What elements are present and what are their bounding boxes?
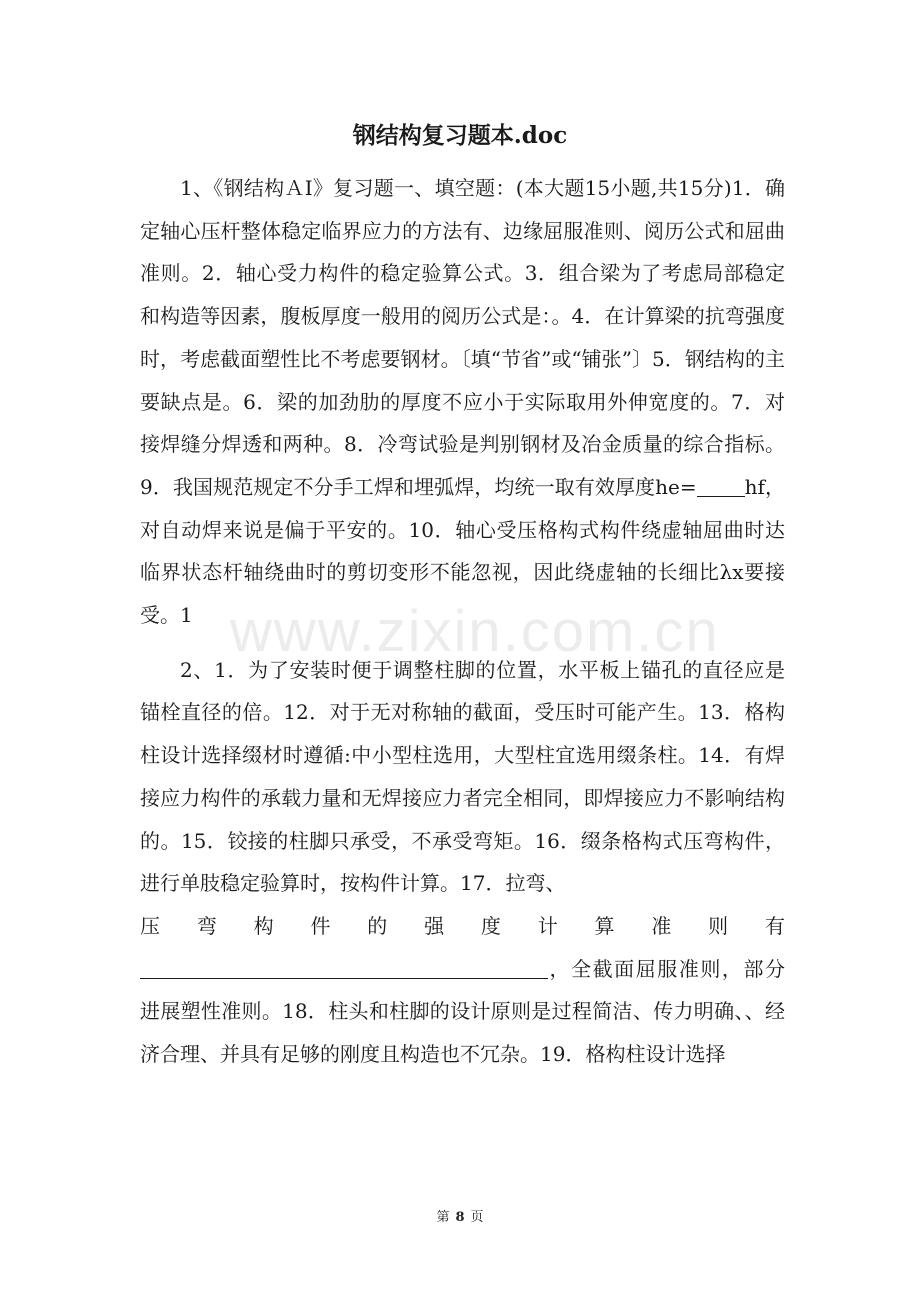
- page-number: 8: [455, 1210, 465, 1225]
- document-title: 钢结构复习题本.doc: [352, 122, 568, 149]
- paragraph-2-text-b: ，全截面屈服准则，部分进展塑性准则。18．柱头和柱脚的设计原则是过程简洁、传力明确、、经济合理、并具有足够的刚度且构造也不冗杂。19．格构柱设计选择: [140, 956, 785, 1067]
- paragraph-2-spread-line: 压弯构件的强度计算准则有: [140, 913, 785, 938]
- paragraph-2: [140, 649, 785, 1076]
- paragraph-1: [140, 167, 785, 637]
- paragraph-1-text-a: 1、《钢结构ＡⅠ》复习题一、填空题：(本大题15小题,共15分)1．确定轴心压杆整体稳定临界应力的方法有、边缘屈服准则、阅历公式和屈曲准则。2．轴心受力构件的稳定验算公式。3．组合梁为了考虑局部稳定和构造等因素，腹板厚度一般用的阅历公式是：。4．在计算梁的抗弯强度时，考虑截面塑性比不考虑要钢材。〔填“节省”或“铺张”〕5．钢结构的主要缺点是。6．梁的加劲肋的厚度不应小于实际取用外伸宽度的。7．对接焊缝分焊透和两种。8．冷弯试验是判别钢材及冶金质量的综合指标。9．我国规范规定不分手工焊和埋弧焊，均统一取有效厚度he=: [140, 176, 785, 499]
- watermark: www.zixin.com.cn: [230, 599, 720, 664]
- footer-suffix: 页: [470, 1210, 484, 1225]
- fill-blank: [697, 476, 745, 497]
- footer-prefix: 第: [436, 1210, 450, 1225]
- document-body: [140, 167, 785, 1076]
- paragraph-1-text-b: hf，对自动焊来说是偏于平安的。10．轴心受压格构式构件绕虚轴屈曲时达临界状态杆轴绕曲时的剪切变形不能忽视，因此绕虚轴的长细比λx要接受。1: [140, 474, 785, 628]
- paragraph-2-text-a: 2、1．为了安装时便于调整柱脚的位置，水平板上锚孔的直径应是锚栓直径的倍。12．对于无对称轴的截面，受压时可能产生。13．格构柱设计选择缀材时遵循:中小型柱选用，大型柱宜选用缀条柱。14．有焊接应力构件的承载力量和无焊接应力者完全相同，即焊接应力不影响结构的。15．铰接的柱脚只承受，不承受弯矩。16．缀条格构式压弯构件，进行单肢稳定验算时，按构件计算。17．拉弯、: [140, 657, 785, 896]
- fill-blank-long: [140, 958, 548, 979]
- page-footer: [0, 1206, 920, 1225]
